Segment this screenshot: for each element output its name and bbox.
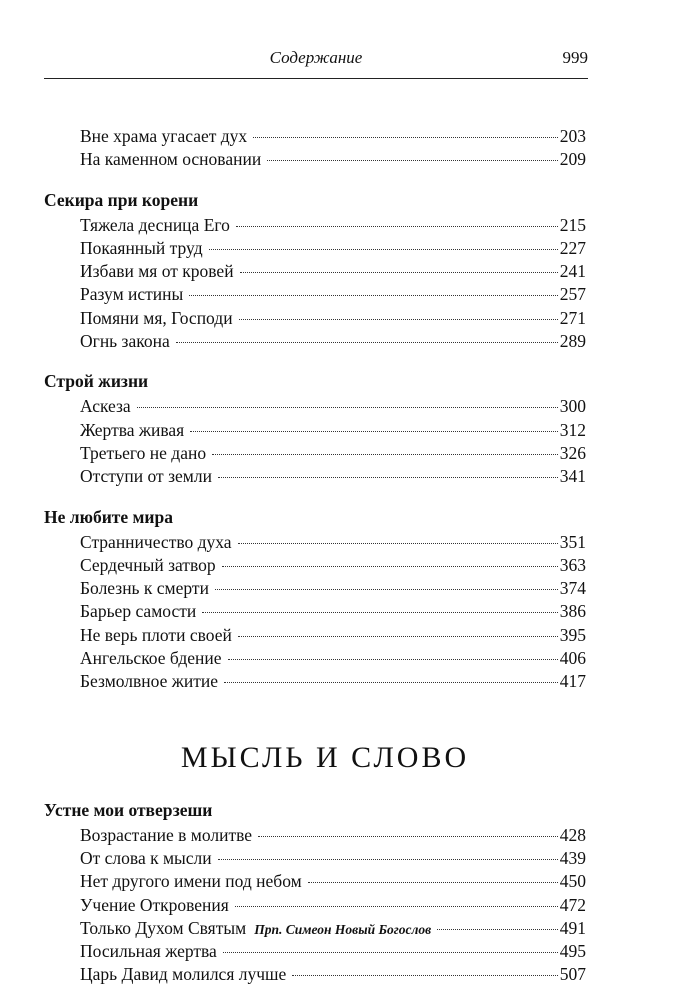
toc-entry [44,848,586,871]
toc-entry [44,918,586,941]
toc-entry [44,420,586,443]
entry-page-number: 241 [559,261,586,282]
dot-leader [292,975,557,976]
entry-title: Аскеза [80,396,131,417]
toc-entry [44,396,586,419]
dot-leader [258,836,558,837]
dot-leader [238,636,558,637]
toc-entry [44,215,586,238]
entry-page-number: 312 [559,419,586,440]
dot-leader [137,407,558,408]
entry-page-number: 417 [559,671,586,692]
entry-title: Болезнь к смерти [80,578,209,599]
entry-page-number: 351 [559,531,586,552]
entry-page-number: 271 [559,307,586,328]
entry-title: Не верь плоти своей [80,624,232,645]
toc-entry [44,625,586,648]
entry-title: Избави мя от кровей [80,261,234,282]
toc-entry [44,308,586,331]
entry-title: Разум истины [80,284,184,305]
section-heading: Устне мои отверзеши [44,799,213,820]
running-header [44,44,588,79]
dot-leader [228,659,558,660]
dot-leader [218,859,558,860]
toc-entry [44,149,586,172]
toc-entry [44,601,586,624]
dot-leader [238,543,558,544]
dot-leader [437,929,558,930]
toc-entry [44,284,586,307]
dot-leader [267,160,558,161]
toc-entry [44,871,586,894]
dot-leader [222,566,558,567]
toc-entry [44,331,586,354]
entry-title: Безмолвное житие [80,671,218,692]
toc-entry [44,466,586,489]
section-heading: Не любите мира [44,506,174,527]
dot-leader [235,906,558,907]
dot-leader [308,882,558,883]
toc-entry [44,671,586,694]
toc-entry [44,238,586,261]
entry-page-number: 289 [559,331,586,352]
entry-page-number: 341 [559,466,586,487]
entry-page-number: 257 [559,284,586,305]
entry-page-number: 491 [559,917,586,938]
toc-entry [44,578,586,601]
toc-entry [44,443,586,466]
part-title: МЫСЛЬ И СЛОВО [180,740,470,774]
entry-title: Посильная жертва [80,941,217,962]
dot-leader [212,454,558,455]
entry-title: Помяни мя, Господи [80,307,233,328]
entry-title: Барьер самости [80,601,197,622]
entry-title: От слова к мысли [80,847,212,868]
entry-title: Покаянный труд [80,237,203,258]
dot-leader [223,952,558,953]
toc-entry [44,825,586,848]
dot-leader [240,272,558,273]
dot-leader [239,319,558,320]
table-of-contents [44,126,586,988]
entry-page-number: 215 [559,214,586,235]
entry-author: Прп. Симеон Новый Богослов [254,921,432,937]
entry-page-number: 386 [559,601,586,622]
toc-entry [44,126,586,149]
entry-title: Только Духом Святым [80,917,247,938]
dot-leader [202,612,558,613]
toc-entry [44,261,586,284]
entry-title: На каменном основании [80,149,262,170]
entry-title: Жертва живая [80,419,185,440]
entry-page-number: 406 [559,648,586,669]
toc-entry [44,895,586,918]
entry-title: Странничество духа [80,531,232,552]
toc-entry [44,555,586,578]
dot-leader [209,249,558,250]
entry-title: Третьего не дано [80,442,207,463]
entry-title: Ангельское бдение [80,648,222,669]
dot-leader [253,137,558,138]
entry-page-number: 374 [559,578,586,599]
entry-page-number: 326 [559,442,586,463]
toc-entry [44,941,586,964]
section-heading: Строй жизни [44,371,149,392]
section-heading: Секира при корени [44,189,199,210]
toc-entry [44,964,586,987]
running-title: Содержание [269,48,363,67]
entry-page-number: 209 [559,149,586,170]
dot-leader [189,295,557,296]
entry-page-number: 300 [559,396,586,417]
entry-title: Вне храма угасает дух [80,126,248,146]
entry-title: Тяжела десница Его [80,214,230,235]
entry-title: Сердечный затвор [80,554,216,575]
entry-title: Огнь закона [80,331,170,352]
entry-page-number: 439 [559,847,586,868]
entry-title: Царь Давид молился лучше [80,964,287,985]
entry-title: Учение Откровения [80,894,229,915]
toc-entry [44,648,586,671]
entry-page-number: 203 [559,126,586,146]
dot-leader [190,431,558,432]
entry-page-number: 428 [559,824,586,845]
entry-title: Возрастание в молитве [80,824,253,845]
entry-page-number: 363 [559,554,586,575]
dot-leader [176,342,558,343]
dot-leader [218,477,558,478]
entry-title: Нет другого имени под небом [80,871,302,892]
entry-page-number: 495 [559,941,586,962]
entry-page-number: 227 [559,237,586,258]
page-number: 999 [562,48,588,67]
dot-leader [236,226,558,227]
entry-page-number: 450 [559,871,586,892]
toc-entry [44,532,586,555]
entry-page-number: 472 [559,894,586,915]
dot-leader [215,589,558,590]
dot-leader [224,682,558,683]
entry-page-number: 395 [559,624,586,645]
entry-page-number: 507 [559,964,586,985]
entry-title: Отступи от земли [80,466,212,487]
